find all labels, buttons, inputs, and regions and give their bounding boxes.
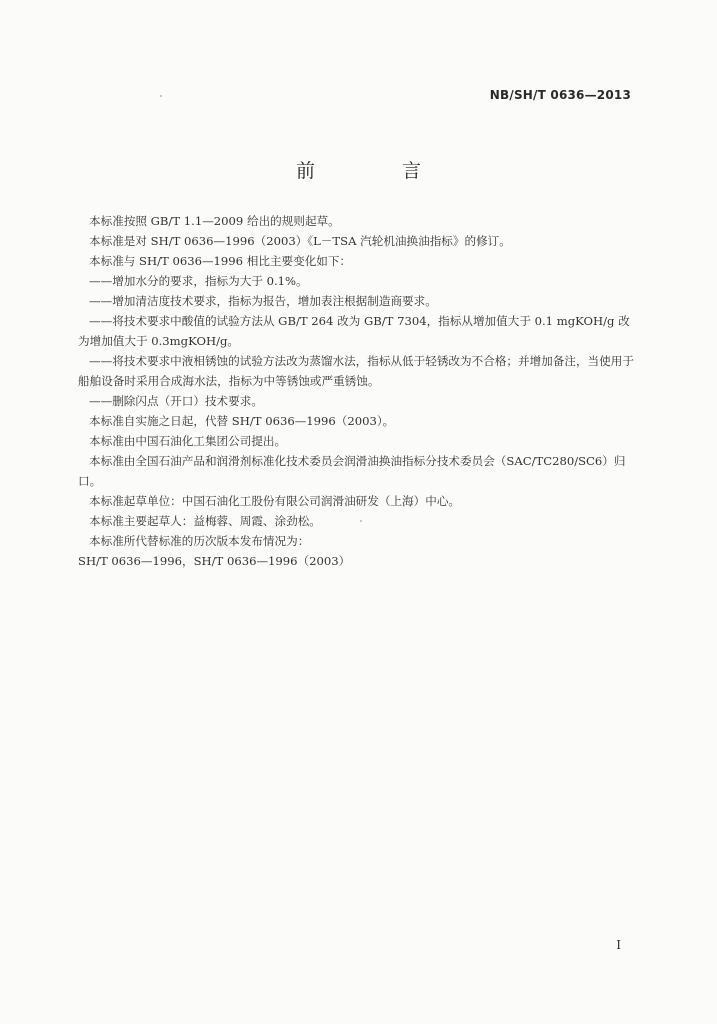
paragraph-drafters: 本标准主要起草人：益梅蓉、周霞、涂劲松。 — [89, 514, 321, 528]
change-item-cleanliness: ——增加清洁度技术要求，指标为报告，增加表注根据制造商要求。 — [89, 294, 437, 308]
paragraph-replacement: 本标准自实施之日起，代替 SH/T 0636—1996（2003）。 — [89, 414, 395, 428]
paragraph-history-versions: SH/T 0636—1996，SH/T 0636—1996（2003） — [78, 554, 351, 568]
change-item-flash-point: ——删除闪点（开口）技术要求。 — [89, 394, 263, 408]
change-item-acid-value: ——将技术要求中酸值的试验方法从 GB/T 264 改为 GB/T 7304，指标从增加值大于 0.1 mgKOH/g 改为增加值大于 0.3mgKOH/g。 — [78, 314, 630, 348]
paragraph-drafting-rules: 本标准按照 GB/T 1.1—2009 给出的规则起草。 — [89, 214, 340, 228]
page-title: 前 言 — [295, 160, 455, 182]
document-code: NB/SH/T 0636—2013 — [489, 88, 631, 102]
change-item-water: ——增加水分的要求，指标为大于 0.1%。 — [89, 274, 308, 288]
paragraph-history-heading: 本标准所代替标准的历次版本发布情况为： — [89, 534, 310, 548]
paragraph-proposer: 本标准由中国石油化工集团公司提出。 — [89, 434, 287, 448]
preface-body — [78, 211, 638, 571]
paragraph-revision: 本标准是对 SH/T 0636—1996（2003）《L－TSA 汽轮机油换油指标》的修订。 — [89, 234, 511, 248]
paragraph-main-changes: 本标准与 SH/T 0636—1996 相比主要变化如下： — [89, 254, 352, 268]
change-item-rust: ——将技术要求中液相锈蚀的试验方法改为蒸馏水法，指标从低于轻锈改为不合格；并增加备注，当使用于船舶设备时采用合成海水法，指标为中等锈蚀或严重锈蚀。 — [78, 354, 634, 388]
scan-speck — [160, 95, 162, 97]
paragraph-drafting-unit: 本标准起草单位：中国石油化工股份有限公司润滑油研发（上海）中心。 — [89, 494, 461, 508]
paragraph-committee: 本标准由全国石油产品和润滑剂标准化技术委员会润滑油换油指标分技术委员会（SAC/TC280/SC6）归口。 — [78, 454, 626, 488]
page-number: I — [616, 938, 621, 952]
